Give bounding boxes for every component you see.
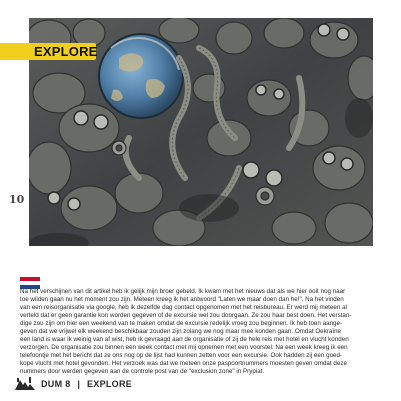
article-line: toe wilden gaan nu het moment zou zijn. Meteen kreeg ik het antwoord "Laten we maar doen dan he!". Na het vinden	[20, 296, 344, 304]
article-line: verteld dat er geen garantie kon worden gegeven of de excursie wel zou doorgaan. Ze zou haar best doen. Het verstan-	[20, 312, 352, 320]
footer	[41, 379, 132, 389]
article-line: kope vlucht met hotel gevonden. Het verzoek was dat we meteen onze paspoortnummers moesten geven omdat deze	[20, 360, 347, 368]
article-line: een land is waar ik weinig van af wist, heb ik gevraagd aan de organisatie of zij de hele reis met hotel en vlucht konden	[20, 336, 349, 344]
footer-issue: DUM 8	[41, 379, 71, 389]
page-number: 10	[9, 193, 25, 206]
article-line: dige zou zijn om hier een weekend van te maken omdat de excursie redelijk vroeg zou beginnen. Ik heb toen aange-	[20, 320, 343, 328]
footer-separator: |	[77, 379, 81, 389]
article-body	[20, 288, 382, 377]
dum-logo-icon	[14, 376, 36, 391]
article-line: telefoontje met het bericht dat ze ons nog op de lijst had kunnen zetten voor een excursie. Ook hadden zij een goed-	[20, 352, 343, 360]
article-line: verzorgen. De organisatie zou binnen een week contact met mij opnemen met een voorstel. Na een week kreeg ik een	[20, 344, 348, 352]
section-banner-label: EXPLORE	[34, 44, 98, 59]
article-line: nummers door werden gegeven aan de controle post van de "exclusion zone" in Prypiat.	[20, 368, 265, 376]
article-line: van een reisorganisatie via google, heb ik dezelfde dag contact opgenomen met het reisbureau. Er werd mij meteen al	[20, 304, 347, 312]
article-line: geven dat we vrijwel elk weekend beschikbaar zouden zijn zolang we nog maar mee konden gaan. Omdat Oekraïne	[20, 328, 342, 336]
article-line: Na het verschijnen van dit artikel heb ik gelijk mijn broer gebeld. Ik kwam met het nieuws dat als we hier ooit nog naar	[20, 288, 346, 295]
footer-section: EXPLORE	[86, 379, 133, 389]
